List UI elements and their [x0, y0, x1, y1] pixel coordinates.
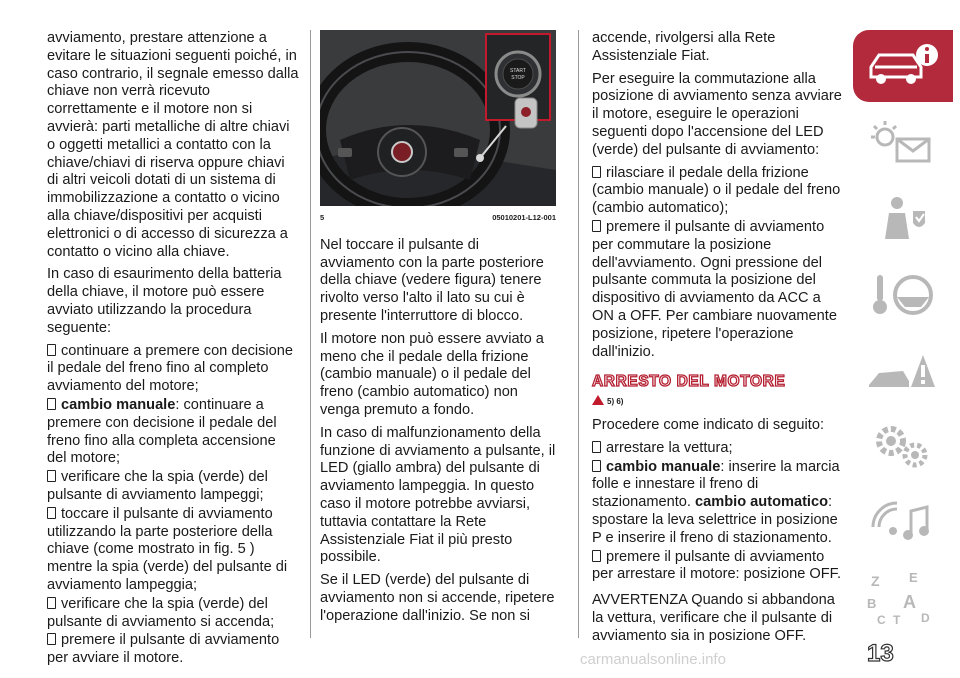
index-letter: Z — [871, 573, 880, 589]
paragraph: In caso di malfunzionamento della funzione di avviamento a pulsante, il LED (giallo ambra) del pulsante di avviamento lampeggia. In questo caso il motore potrebbe avviarsi, tuttavia contattare la Rete Assistenziale Fiat il più presto possibile. — [320, 424, 556, 566]
warning-lights-icon — [863, 117, 943, 167]
paragraph: Per eseguire la commutazione alla posizione di avviamento senza avviare il motore, eseguire le operazioni seguenti dopo l'accensione del LED (verde) del pulsante di avviamento: — [592, 70, 842, 158]
checkbox-bullet-icon — [592, 220, 601, 232]
list-item — [592, 549, 842, 585]
list-item-text: arrestare la vettura; — [606, 439, 733, 456]
warning-triangle-icon — [592, 395, 604, 405]
list-item-text: : spostare la leva selettrice in posizione P e inserire il freno di stazionamento. — [592, 494, 838, 546]
paragraph: Il motore non può essere avviato a meno che il pedale della frizione (cambio manuale) o il pedale del freno (cambio automatico) non venga premuto a fondo. — [320, 330, 544, 418]
checkbox-bullet-icon — [47, 344, 56, 356]
checkbox-bullet-icon — [47, 633, 56, 645]
figure-number: 5 — [320, 213, 325, 222]
list-item — [47, 343, 299, 396]
maintenance-gears-icon — [863, 421, 943, 471]
list-item — [592, 165, 842, 218]
checkbox-bullet-icon — [47, 398, 56, 410]
checkbox-bullet-icon — [47, 470, 56, 482]
key-steering-wheel-icon — [863, 269, 943, 319]
tab-safety[interactable] — [853, 182, 953, 254]
index-letter: A — [903, 592, 916, 612]
text-column-2 — [320, 30, 556, 631]
paragraph: Se il LED (verde) del pulsante di avviamento non si accende, ripetere l'operazione dall'inizio. Se non si — [320, 572, 555, 624]
tab-emergency[interactable] — [853, 334, 953, 406]
list-item-text: verificare che la spia (verde) del pulsante di avviamento si accenda; — [47, 595, 275, 630]
index-letter: B — [867, 596, 877, 611]
emergency-road-icon — [863, 345, 943, 395]
list-item — [47, 506, 299, 595]
list-item-bold: cambio automatico — [695, 494, 829, 511]
paragraph: accende, rivolgersi alla Rete Assistenziale Fiat. — [592, 30, 776, 64]
chapter-sidebar — [853, 30, 953, 638]
list-item — [592, 440, 842, 458]
warning-note: AVVERTENZA Quando si abbandona la vettura, verificare che il pulsante di avviamento sia in posizione OFF. — [592, 592, 835, 644]
text-column-1 — [47, 30, 299, 669]
list-item-text: premere il pulsante di avviamento per commutare la posizione dell'avviamento. Ogni pressione del pulsante commuta la posizione del dispositivo di avviamento da ACC a ON a OFF. Per cambiare nuovamente posizione, ripetere l'operazione dall'inizio. — [592, 218, 837, 360]
list-item-text: toccare il pulsante di avviamento utilizzando la parte posteriore della chiave (come mostrato in fig. 5 ) mentre la spia (verde) del pulsante di avviamento lampeggia; — [47, 505, 288, 593]
list-item-text: premere il pulsante di avviamento per avviare il motore. — [47, 632, 280, 667]
column-divider — [310, 30, 311, 638]
index-letter: E — [909, 570, 918, 585]
index-letter: D — [921, 611, 930, 625]
list-item — [47, 397, 299, 468]
list-item — [47, 632, 299, 668]
index-letter: T — [893, 613, 901, 627]
text-column-3 — [592, 30, 842, 651]
tab-index[interactable] — [853, 562, 953, 634]
paragraph: Procedere come indicato di seguito: — [592, 416, 825, 433]
checkbox-bullet-icon — [47, 597, 56, 609]
list-item-text: rilasciare il pedale della frizione (cambio manuale) o il pedale del freno (cambio automatico); — [592, 164, 841, 217]
car-info-icon — [863, 41, 943, 91]
multimedia-music-icon — [863, 497, 943, 547]
tab-multimedia[interactable] — [853, 486, 953, 558]
tab-starting-driving[interactable] — [853, 258, 953, 330]
tab-warning-lights[interactable] — [853, 106, 953, 178]
list-item-text: continuare a premere con decisione il pedale del freno fino al completo avviamento del motore; — [47, 342, 294, 395]
checkbox-bullet-icon — [47, 507, 56, 519]
list-item-text: : continuare a premere con decisione il pedale del freno fino alla completa accensione del motore; — [47, 396, 277, 467]
list-item-bold: cambio manuale — [606, 458, 721, 475]
paragraph: In caso di esaurimento della batteria della chiave, il motore può essere avviato utilizzando la procedura seguente: — [47, 266, 282, 336]
list-item — [47, 596, 299, 632]
paragraph: Nel toccare il pulsante di avviamento con la parte posteriore della chiave (vedere figura) tenere rivolto verso l'alto il lato su cui è presente l'interruttore di blocco. — [320, 236, 544, 324]
start-label: START — [510, 68, 526, 74]
figure-caption — [320, 209, 556, 227]
page-number: 13 — [867, 640, 894, 667]
steering-wheel-illustration — [320, 30, 556, 206]
list-item — [47, 469, 299, 505]
stop-label: STOP — [511, 75, 525, 81]
checkbox-bullet-icon — [592, 166, 601, 178]
alphabetical-index-icon — [863, 568, 943, 628]
list-item-text: : inserire la marcia folle e innestare il freno di stazionamento. — [592, 458, 840, 511]
list-item-bold: cambio manuale — [61, 396, 176, 413]
checkbox-bullet-icon — [592, 460, 601, 472]
list-item — [592, 459, 842, 548]
watermark: carmanualsonline.info — [580, 651, 726, 668]
reference-numbers: 5) 6) — [607, 397, 624, 407]
paragraph: avviamento, prestare attenzione a evitare le situazioni seguenti poiché, in caso contrario, il segnale emesso dalla chiave non verrà ricevuto correttamente e il motore non si avvierà: parti metalliche di altre chiavi o oggetti metallici a contatto con la chiave/chiavi di riserva oppure chiavi di altri veicoli dotati di un sistema di immobilizzazione a contatto o vicino alla chiave/dispositivi per acquisti elettronici o di accesso di sicurezza a contatto o vicino alla chiave. — [47, 30, 299, 260]
section-heading: ARRESTO DEL MOTORE — [592, 373, 786, 391]
safety-seatbelt-icon — [863, 193, 943, 243]
tab-maintenance[interactable] — [853, 410, 953, 482]
index-letter: C — [877, 613, 886, 627]
checkbox-bullet-icon — [592, 441, 601, 453]
column-divider — [578, 30, 579, 638]
checkbox-bullet-icon — [592, 550, 601, 562]
tab-car-info[interactable] — [853, 30, 953, 102]
steering-wheel-photo — [320, 30, 556, 206]
warning-references — [592, 393, 842, 411]
list-item-text: verificare che la spia (verde) del pulsante di avviamento lampeggi; — [47, 469, 268, 503]
figure-code: 05010201-L12-001 — [492, 213, 556, 222]
list-item-text: premere il pulsante di avviamento per arrestare il motore: posizione OFF. — [592, 548, 841, 583]
list-item — [592, 219, 842, 361]
